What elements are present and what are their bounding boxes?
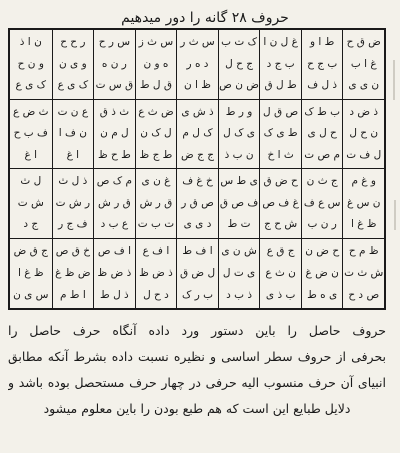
cell-letters: ک ل م [182,127,213,140]
cell-letters: ک ت ب [221,36,257,49]
paragraph-line: دلایل طبایع این است که هم طبع بودن را باین معلوم میشود [43,401,351,416]
cell-letters: ط ح ظ [97,148,131,161]
cell-letters: ن ا ذ [19,36,42,49]
cell-letters: ث ض ع [13,105,49,118]
cell-letters: ج ج ض [181,148,214,161]
cell-letters: ر ش ت [55,196,91,209]
cell-letters: ض ث ع [138,105,174,118]
cell-letters: د ی ی [183,218,212,231]
cell-letters: س ع ف [303,196,341,209]
table-cell [301,169,343,239]
cell-letters: ر ن ب [307,218,337,231]
cell-letters: ل ف ت [346,148,382,161]
cell-letters: م ک ص [96,175,133,188]
cell-letters: و ی ن [59,57,87,70]
table-cell [93,30,135,100]
table-cell [301,30,343,100]
cell-letters: ن ض غ [305,266,339,279]
cell-letters: ل م ن [100,127,129,140]
table-cell [218,239,260,309]
cell-letters: ن ح ل [349,127,379,140]
cell-letters: ذ ض د [349,105,379,118]
cell-letters: ذ ل ط [100,288,129,301]
cell-letters: ب ج ح [307,57,338,70]
cell-letters: ض ن ص [219,79,259,92]
table-cell [176,169,218,239]
table-cell [135,169,177,239]
cell-letters: ل ث [20,175,42,188]
cell-letters: ک ی ع [57,79,89,92]
table-cell [93,169,135,239]
explanation-paragraph [8,318,386,446]
cell-letters: ذ ل ف [307,79,338,92]
cell-letters: ط ج ظ [139,148,173,161]
table-cell [259,239,301,309]
cell-letters: ی ک ل [223,127,256,140]
cell-letters: ح ل ی [307,127,337,140]
cell-letters: ش ت [17,196,44,209]
cell-letters: ا ف ع [142,244,170,257]
cell-letters: ا غ [66,148,80,161]
table-cell [176,30,218,100]
cell-letters: س ی ن [13,288,49,301]
table-cell [10,100,52,170]
cell-letters: ی ط س [220,175,258,188]
table-cell [301,239,343,309]
page-title: حروف ۲۸ گانه را دور میدهیم [121,10,289,26]
cell-letters: ا غ [24,148,38,161]
cell-letters: ط ل ق [264,79,297,92]
table-cell [218,100,260,170]
table-cell [342,30,384,100]
paragraph-line: انبیای آن حرف منسوب الیه حرفی در چهار حرف مستحصل بوده باشد و [8,375,386,390]
cell-letters: ق ر ش [98,196,131,209]
cell-letters: ذ ل ث [58,175,88,188]
cell-letters: ب ر ک [182,288,214,301]
table-cell [52,100,94,170]
cell-letters: ش ن ی [221,244,257,257]
table-cell [10,169,52,239]
cell-letters: ض ظ غ [55,266,91,279]
cell-letters: ج ح ل [225,57,253,70]
cell-letters: ن ب ذ [224,148,254,161]
cell-letters: ر ح ح [60,36,86,49]
cell-letters: ه و ن [143,57,169,70]
cell-letters: غ ف ص [262,196,299,209]
cell-letters: ظ غ ا [18,266,44,279]
paragraph-line: حروف حاصل را باین دستور ورد داده آنگاه حرف حاصل را [8,323,386,338]
cell-letters: ج ث ن [306,175,338,188]
cell-letters: ر ن ه [101,57,127,70]
cell-letters: ذ ض ظ [139,266,173,279]
table-cell [135,30,177,100]
table-cell [259,30,301,100]
cell-letters: غ ا ب [350,57,377,70]
cell-letters: ص ق ل [263,105,299,118]
cell-letters: خ ق ص [55,244,90,257]
table-cell [342,100,384,170]
table-cell [301,100,343,170]
cell-letters: ل ک ن [140,127,172,140]
cell-letters: ق ر ش [139,196,173,209]
cell-letters: س ث ز [138,36,174,49]
table-cell [259,169,301,239]
cell-letters: ض ق ح [346,36,381,49]
cell-letters: ص ق ر [181,196,214,209]
cell-letters: ک ی ع [15,79,47,92]
cell-letters: ن ف ا [58,127,87,140]
cell-letters: ت ط [227,218,251,231]
cell-letters: ث ذ ق [99,105,130,118]
cell-letters: ا ف ص [97,244,131,257]
table-cell [259,100,301,170]
cell-letters: ذ ب د [226,288,253,301]
cell-letters: ف ص ق [219,196,259,209]
cell-letters: ی ت ل [222,266,256,279]
cell-letters: ف ج ر [58,218,88,231]
cell-letters: ا ط م [59,288,86,301]
table-cell [135,100,177,170]
cell-letters: ث ا خ [267,148,294,161]
table-cell [93,239,135,309]
cell-letters: ج ق ض [13,244,48,257]
cell-letters: ب ذ ی [265,288,296,301]
table-cell [176,239,218,309]
cell-letters: و ر ط [225,105,253,118]
table-cell [342,169,384,239]
cell-letters: ت ب ت [137,218,175,231]
table-cell [52,30,94,100]
letter-table [8,28,386,310]
cell-letters: د ح ل [143,288,169,301]
cell-letters: ج د [23,218,39,231]
cell-letters: ذ ض ظ [97,266,132,279]
cell-letters: ش ح ج [264,218,298,231]
cell-letters: ط ی ک [263,127,298,140]
cell-letters: ق س ت [95,79,134,92]
cell-letters: ن س غ [347,196,381,209]
cell-letters: س ث ر [180,36,215,49]
cell-letters: غ ل ن ا [263,36,298,49]
cell-letters: ط ا و [309,36,335,49]
cell-letters: ب ج د [266,57,295,70]
cell-letters: ظ ا ن [184,79,212,92]
table-cell [93,100,135,170]
cell-letters: ج ق ع [266,244,295,257]
cell-letters: غ ن ی [141,175,171,188]
cell-letters: ص د ح [348,288,380,301]
cell-letters: ح ض ق [263,175,298,188]
cell-letters: ظ غ ا [350,218,377,231]
table-cell [218,169,260,239]
cell-letters: ع ن ت [57,105,89,118]
cell-letters: ن ث ع [265,266,296,279]
margin-ink-mark [394,200,396,230]
cell-letters: خ غ ف [182,175,213,188]
cell-letters: م ص ت [304,148,341,161]
cell-letters: ح ض ن [305,244,340,257]
cell-letters: و غ م [351,175,376,188]
cell-letters: ع ب د [100,218,129,231]
cell-letters: س ر ح [98,36,131,49]
cell-letters: ذ ش ی [181,105,214,118]
cell-letters: ظ م ح [348,244,379,257]
cell-letters: ب ط ک [304,105,341,118]
table-cell [10,30,52,100]
cell-letters: د ه ر [186,57,209,70]
table-cell [10,239,52,309]
margin-ink-mark [393,60,395,100]
table-cell [176,100,218,170]
table-cell [342,239,384,309]
table-cell [52,169,94,239]
cell-letters: و ن ح [17,57,44,70]
cell-letters: ق ل ط [139,79,173,92]
table-cell [52,239,94,309]
cell-letters: ا ف ط [182,244,213,257]
paragraph-line: بحرفی از حروف سطر اساسی و نظیره نسبت داده بشرط آنکه مطابق [8,349,386,364]
cell-letters: ی ه ط [307,288,338,301]
cell-letters: ل ض ق [179,266,216,279]
cell-letters: ش ث ت [344,266,384,279]
table-cell [135,239,177,309]
table-cell [218,30,260,100]
cell-letters: ن ی ی [348,79,380,92]
cell-letters: ف ب ح [13,127,48,140]
